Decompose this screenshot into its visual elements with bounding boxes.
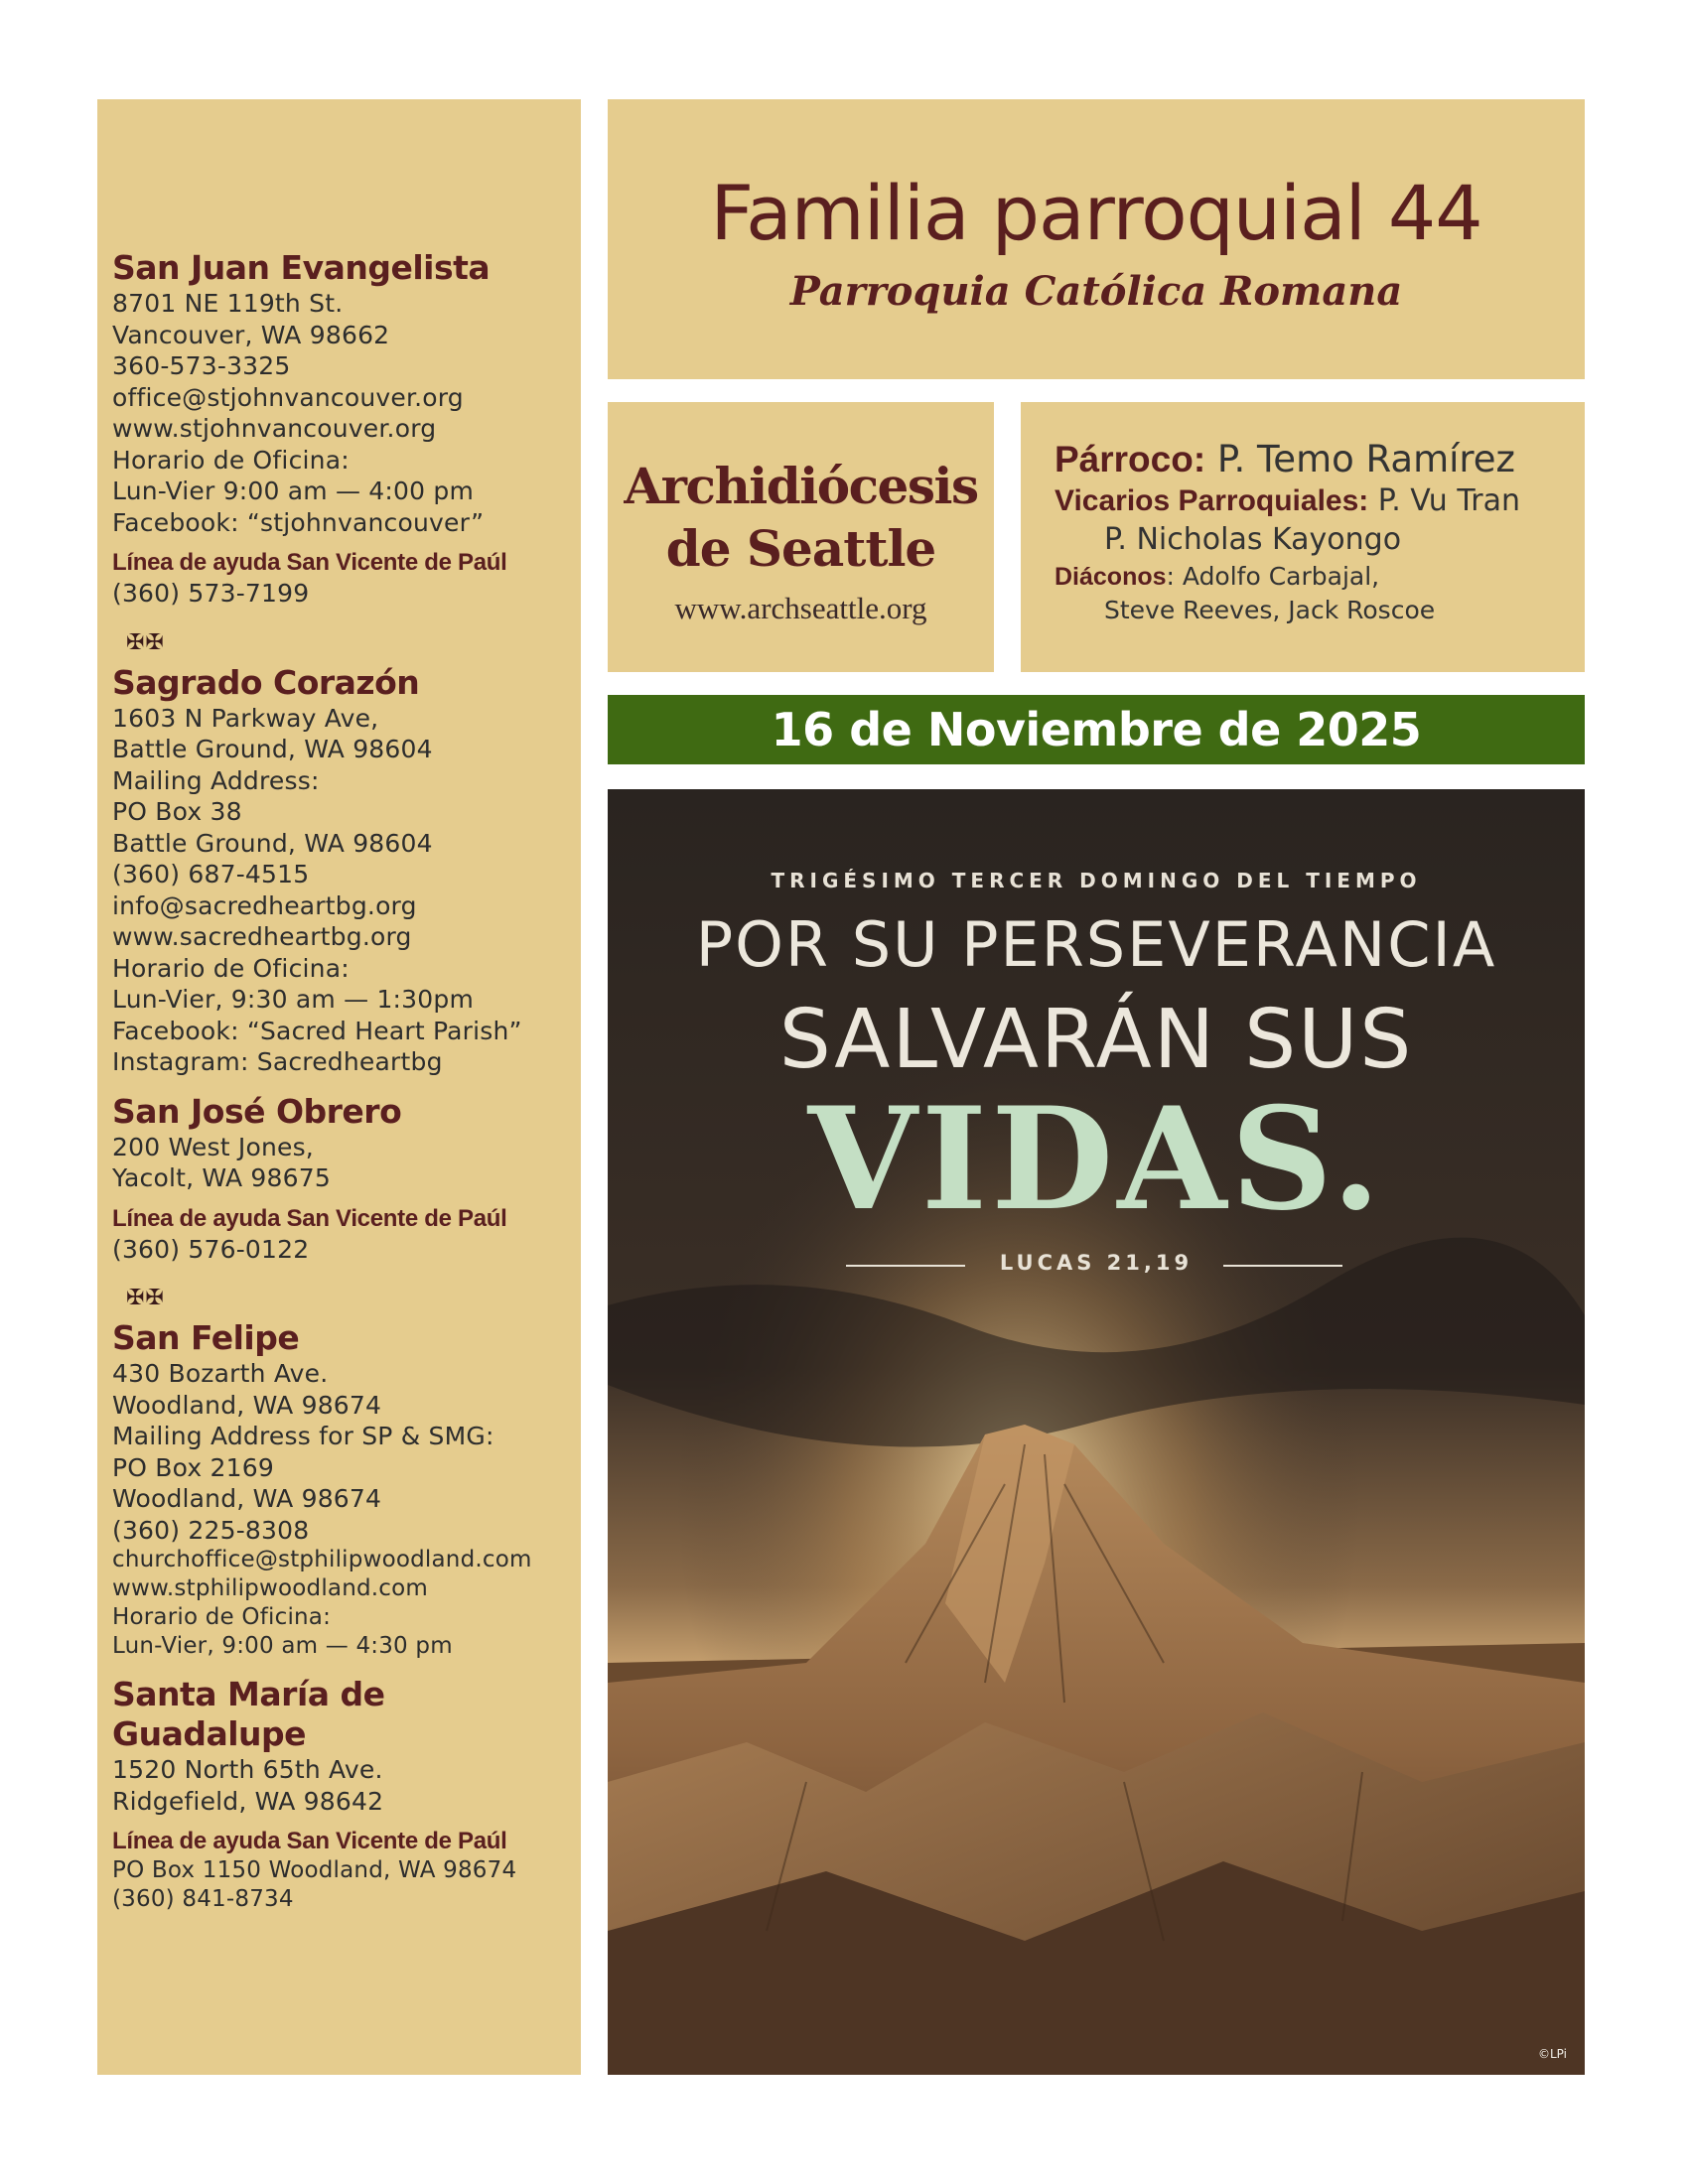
office-hours: Lun-Vier, 9:30 am — 1:30pm <box>112 985 475 1014</box>
bulletin-date: 16 de Noviembre de 2025 <box>771 703 1422 756</box>
date-banner <box>608 695 1585 764</box>
clergy-box <box>1021 402 1585 672</box>
address-line: 200 West Jones, <box>112 1132 314 1161</box>
address-line: 430 Bozarth Ave. <box>112 1359 329 1388</box>
deacons-label: Diáconos <box>1055 563 1167 591</box>
parish-directory-sidebar <box>97 99 581 2075</box>
address-line: 8701 NE 119th St. <box>112 289 344 318</box>
cover-headline-line-2: SALVARÁN SUS <box>778 993 1414 1087</box>
cross-separator-icon: ✠✠ <box>126 628 165 654</box>
po-box: PO Box 38 <box>112 797 242 826</box>
cross-separator-icon: ✠✠ <box>126 1285 165 1309</box>
parish-name: San José Obrero <box>112 1091 402 1131</box>
cover-headline-line-3: VIDAS. <box>807 1077 1385 1242</box>
facebook: Facebook: “stjohnvancouver” <box>112 507 485 537</box>
mailing-label: Mailing Address: <box>112 765 320 795</box>
help-line-label: Línea de ayuda San Vicente de Paúl <box>112 1204 507 1232</box>
city-line: Vancouver, WA 98662 <box>112 320 390 349</box>
facebook: Facebook: “Sacred Heart Parish” <box>112 1016 522 1045</box>
email: office@stjohnvancouver.org <box>112 382 464 412</box>
parish-name: San Felipe <box>112 1318 300 1357</box>
bulletin-subtitle: Parroquia Católica Romana <box>789 268 1403 315</box>
city-line: Battle Ground, WA 98604 <box>112 828 433 858</box>
office-hours: Lun-Vier, 9:00 am — 4:30 pm <box>112 1633 453 1659</box>
vicar-name: P. Nicholas Kayongo <box>1104 522 1402 557</box>
po-box: PO Box 2169 <box>112 1452 274 1482</box>
cover-headline-line-1: POR SU PERSEVERANCIA <box>695 908 1497 981</box>
parish-name: Santa María de Guadalupe <box>112 1675 385 1753</box>
parish-san-felipe <box>112 1318 581 1661</box>
citation-rule-right <box>1223 1265 1342 1267</box>
instagram: Instagram: Sacredheartbg <box>112 1047 443 1076</box>
bulletin-title: Familia parroquial 44 <box>710 169 1482 257</box>
phone: (360) 687-4515 <box>112 860 310 888</box>
masthead <box>608 99 1585 379</box>
city-line: Ridgefield, WA 98642 <box>112 1786 384 1816</box>
help-line-address: PO Box 1150 Woodland, WA 98674 <box>112 1857 517 1883</box>
vicars-row <box>1055 482 1585 520</box>
parish-santa-maria-guadalupe <box>112 1675 581 1914</box>
cover-illustration <box>608 789 1585 2075</box>
deacon-names: Steve Reeves, Jack Roscoe <box>1104 596 1436 624</box>
mailing-label: Mailing Address for SP & SMG: <box>112 1422 494 1450</box>
email: churchoffice@stphilipwoodland.com <box>112 1547 532 1572</box>
mountain-landscape-image <box>608 789 1585 2075</box>
pastor-name: P. Temo Ramírez <box>1205 438 1515 480</box>
phone: (360) 225-8308 <box>112 1515 310 1545</box>
cover-eyebrow: TRIGÉSIMO TERCER DOMINGO DEL TIEMPO <box>771 869 1422 892</box>
deacon-names: : Adolfo Carbajal, <box>1166 562 1380 591</box>
archdiocese-website: www.archseattle.org <box>674 591 927 625</box>
help-line-label: Línea de ayuda San Vicente de Paúl <box>112 549 507 576</box>
archdiocese-box <box>608 402 994 672</box>
address-line: 1520 North 65th Ave. <box>112 1755 383 1784</box>
help-line-phone: (360) 841-8734 <box>112 1886 294 1912</box>
archdiocese-city: de Seattle <box>665 519 936 578</box>
archdiocese-name: Archidiócesis <box>624 457 978 515</box>
website: www.stjohnvancouver.org <box>112 414 437 443</box>
city-line: Woodland, WA 98674 <box>112 1390 382 1420</box>
deacons-row <box>1055 560 1585 594</box>
parish-san-jose-obrero <box>112 1092 581 1266</box>
parish-san-juan <box>112 248 581 610</box>
help-line-label: Línea de ayuda San Vicente de Paúl <box>112 1828 507 1854</box>
pastor-label: Párroco: <box>1055 439 1206 479</box>
parish-name: Sagrado Corazón <box>112 662 420 702</box>
help-line-phone: (360) 573-7199 <box>112 579 310 608</box>
phone: 360-573-3325 <box>112 351 291 380</box>
office-hours-label: Horario de Oficina: <box>112 1604 332 1630</box>
office-hours-label: Horario de Oficina: <box>112 953 350 983</box>
help-line-phone: (360) 576-0122 <box>112 1234 310 1264</box>
cover-citation: LUCAS 21,19 <box>999 1251 1194 1275</box>
cover-copyright: ©LPi <box>1538 2047 1567 2061</box>
city-line: Yacolt, WA 98675 <box>112 1163 331 1192</box>
office-hours: Lun-Vier 9:00 am — 4:00 pm <box>112 477 475 505</box>
city-line: Battle Ground, WA 98604 <box>112 735 433 763</box>
vicars-label: Vicarios Parroquiales: <box>1055 484 1369 517</box>
parish-name: San Juan Evangelista <box>112 248 491 287</box>
pastor-row <box>1055 437 1585 482</box>
parish-sagrado-corazon <box>112 663 581 1078</box>
office-hours-label: Horario de Oficina: <box>112 445 350 475</box>
vicar-name: P. Vu Tran <box>1368 483 1520 518</box>
email: info@sacredheartbg.org <box>112 890 417 920</box>
address-line: 1603 N Parkway Ave, <box>112 703 379 733</box>
website: www.sacredheartbg.org <box>112 922 412 951</box>
city-line: Woodland, WA 98674 <box>112 1484 382 1513</box>
website: www.stphilipwoodland.com <box>112 1575 429 1601</box>
